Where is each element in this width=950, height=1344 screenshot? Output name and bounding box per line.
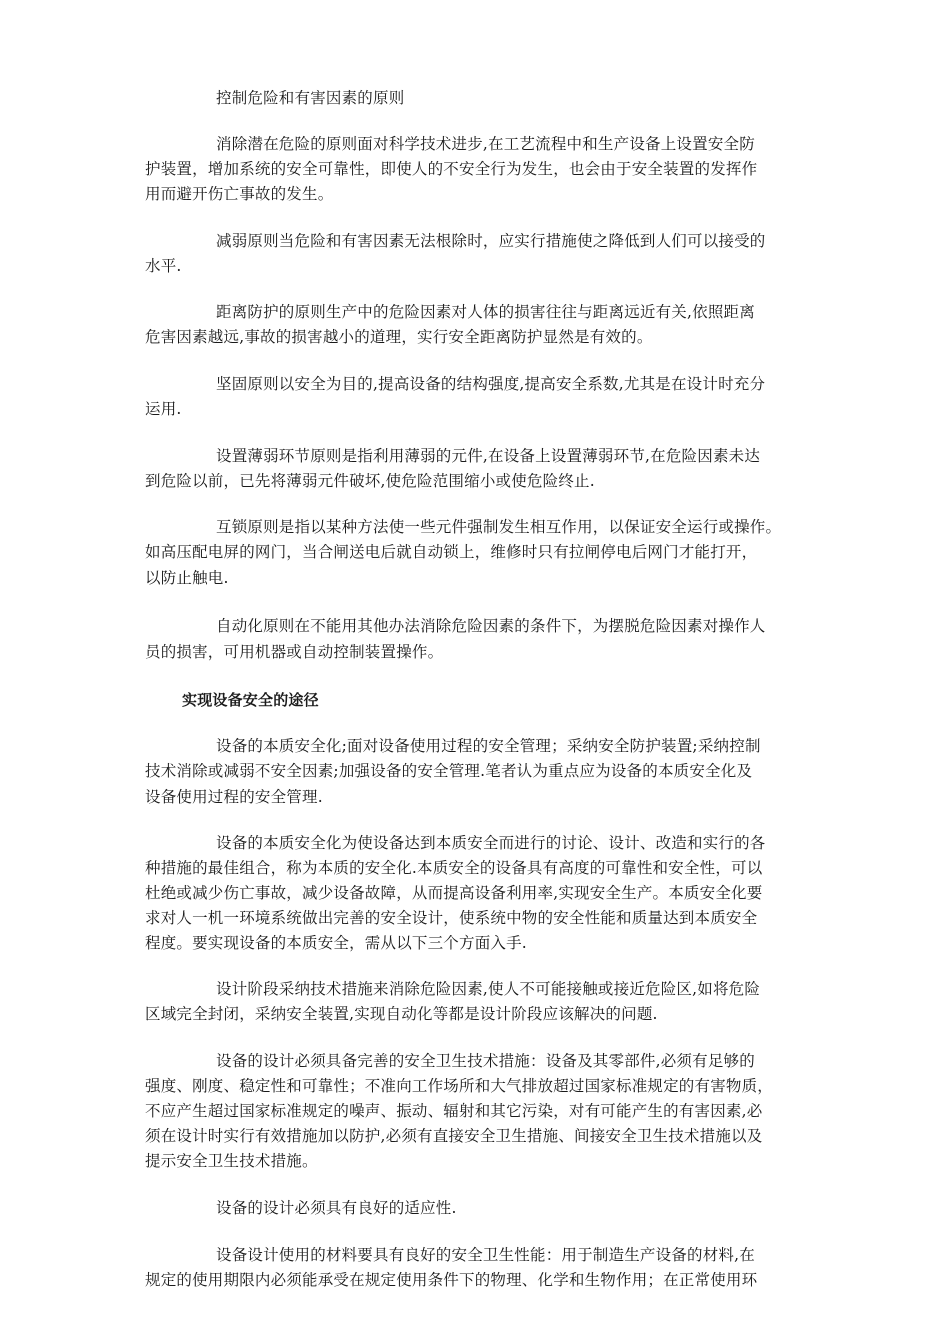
text-line: 杜绝或减少伤亡事故，减少设备故障，从而提高设备利用率,实现安全生产。本质安全化要 (145, 884, 763, 902)
text-line: 求对人一机一环境系统做出完善的安全设计，使系统中物的安全性能和质量达到本质安全 (145, 909, 758, 927)
text-line: 设备的本质安全化;面对设备使用过程的安全管理；采纳安全防护装置;采纳控制 (216, 737, 761, 755)
text-line: 须在设计时实行有效措施加以防护,必须有直接安全卫生措施、间接安全卫生技术措施以及 (145, 1127, 763, 1145)
text-line: 区域完全封闭，采纳安全装置,实现自动化等都是设计阶段应该解决的问题. (145, 1005, 658, 1023)
text-line: 规定的使用期限内必须能承受在规定使用条件下的物理、化学和生物作用；在正常使用环 (145, 1271, 758, 1289)
text-line: 设备使用过程的安全管理. (145, 788, 323, 806)
text-line: 消除潜在危险的原则面对科学技术进步,在工艺流程中和生产设备上设置安全防 (216, 135, 755, 153)
text-line: 设备设计使用的材料要具有良好的安全卫生性能：用于制造生产设备的材料,在 (216, 1246, 755, 1264)
text-line: 坚固原则以安全为目的,提高设备的结构强度,提高安全系数,尤其是在设计时充分 (216, 375, 766, 393)
text-line: 以防止触电. (145, 569, 229, 587)
text-line: 种措施的最佳组合，称为本质的安全化.本质安全的设备具有高度的可靠性和安全性，可以 (145, 859, 763, 877)
text-line: 设置薄弱环节原则是指利用薄弱的元件,在设备上设置薄弱环节,在危险因素未达 (216, 447, 761, 465)
text-line: 强度、刚度、稳定性和可靠性；不准向工作场所和大气排放超过国家标准规定的有害物质， (145, 1077, 774, 1095)
text-line: 用而避开伤亡事故的发生。 (145, 185, 334, 203)
text-line: 提示安全卫生技术措施。 (145, 1152, 318, 1170)
text-line: 到危险以前，已先将薄弱元件破坏,使危险范围缩小或使危险终止. (145, 472, 595, 490)
text-line: 程度。要实现设备的本质安全，需从以下三个方面入手. (145, 934, 527, 952)
text-line: 护装置，增加系统的安全可靠性，即使人的不安全行为发生，也会由于安全装置的发挥作 (145, 160, 758, 178)
text-line: 水平. (145, 257, 182, 275)
text-line: 如高压配电屏的网门，当合闸送电后就自动锁上，维修时只有拉闸停电后网门才能打开， (145, 543, 758, 561)
text-line: 技术消除或减弱不安全因素;加强设备的安全管理.笔者认为重点应为设备的本质安全化及 (145, 762, 753, 780)
text-line: 危害因素越远,事故的损害越小的道理，实行安全距离防护显然是有效的。 (145, 328, 653, 346)
text-line: 控制危险和有害因素的原则 (216, 89, 405, 107)
text-line: 设备的设计必须具备完善的安全卫生技术措施：设备及其零部件,必须有足够的 (216, 1052, 755, 1070)
text-line: 不应产生超过国家标准规定的噪声、振动、辐射和其它污染，对有可能产生的有害因素,必 (145, 1102, 763, 1120)
text-line: 自动化原则在不能用其他办法消除危险因素的条件下，为摆脱危险因素对操作人 (216, 617, 766, 635)
text-line: 设备的设计必须具有良好的适应性. (216, 1199, 457, 1217)
text-line: 设备的本质安全化为使设备达到本质安全而进行的讨论、设计、改造和实行的各 (216, 834, 766, 852)
text-line: 员的损害，可用机器或自动控制装置操作。 (145, 643, 444, 661)
section-heading: 实现设备安全的途径 (182, 691, 319, 709)
text-line: 减弱原则当危险和有害因素无法根除时，应实行措施使之降低到人们可以接受的 (216, 232, 766, 250)
text-line: 互锁原则是指以某种方法使一些元件强制发生相互作用，以保证安全运行或操作。 (216, 518, 782, 536)
text-line: 运用. (145, 400, 182, 418)
text-line: 距离防护的原则生产中的危险因素对人体的损害往往与距离远近有关,依照距离 (216, 303, 755, 321)
text-line: 设计阶段采纳技术措施来消除危险因素,使人不可能接触或接近危险区,如将危险 (216, 980, 761, 998)
